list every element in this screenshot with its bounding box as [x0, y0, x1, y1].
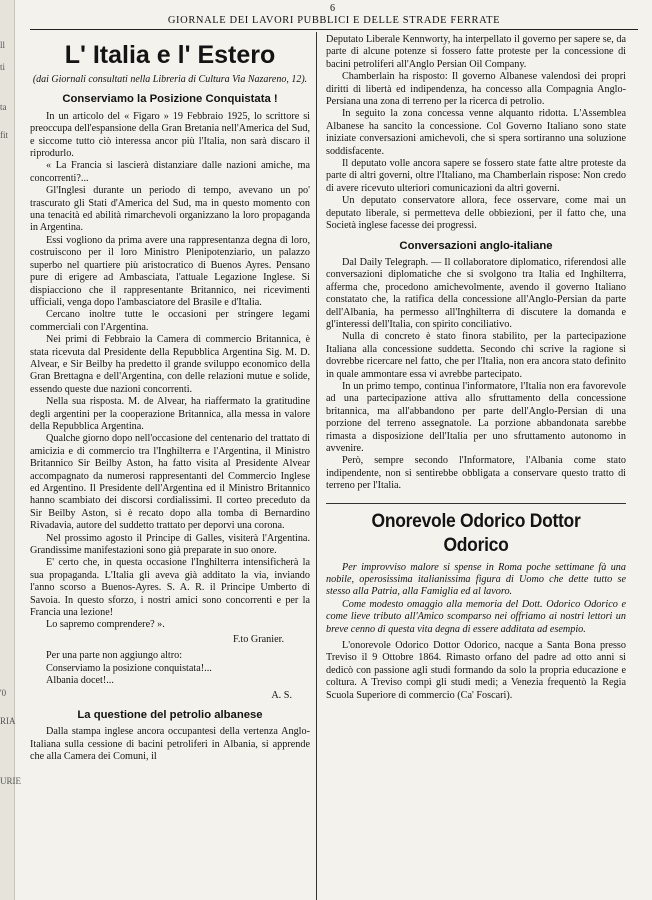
paragraph: E' certo che, in questa occasione l'Inghilterra intensificherà la sua propaganda. L'Italia gli aveva già additato la via, inviando l'anno scorso a Buenos-Ayres. S. A. R. il Principe Umberto di Savoia. In questo sforzo, i nostri amici sono concorrenti e per la Francia una lezione! [30, 557, 310, 619]
paragraph: Un deputato conservatore allora, fece osservare, come mai un deputato liberale, si permetteva delle obbiezioni, per il fatto che, una Società inglese facesse dei progressi. [326, 195, 626, 232]
paragraph: Qualche giorno dopo nell'occasione del centenario del trattato di amicizia e di commercio tra l'Inghilterra e l'Argentina, il Ministro Britannico Sir Beilby Aston, ha fatto visita al Presidente Alvear accompagnato da numerosi rappresentanti del Commercio Inglese ed Argentino. Il Presidente dell'Argentina ed il Ministro Britannico hanno scambiato dei discorsi cordialissimi. Il corteo preceduto da Sir Beilby Aston, si è recato dopo alla tomba di Bernardino Rivadavia, autore del suddetto trattato per deporvi una corona. [30, 433, 310, 532]
closing-line: Per una parte non aggiungo altro: [46, 650, 183, 662]
signature: F.to Granier. [233, 633, 284, 645]
paragraph: Dalla stampa inglese ancora occupantesi della vertenza Anglo-Italiana sulla cessione di bacini petroliferi in Albania, si apprende che alla Camera dei Comuni, il [30, 726, 310, 763]
closing-lines [30, 650, 310, 687]
paragraph: Però, sempre secondo l'Informatore, l'Albania come stato indipendente, non si sentirebbe obbligata a conservare questo tratto di terreno per l'Italia. [326, 455, 626, 492]
paragraph: Chamberlain ha risposto: Il governo Albanese valendosi dei propri diritti di libertà ed indipendenza, ha concesso alla Compagnia Anglo-Persiana una zona di terreno per la ricerca di petrolio. [326, 71, 626, 108]
edge-fragment: URIE [0, 776, 21, 786]
paragraph: Cercano inoltre tutte le occasioni per stringere legami commerciali con l'Argentina. [30, 309, 310, 333]
edge-fragment: '0 [0, 688, 7, 698]
paragraph: In seguito la zona concessa venne alquanto ridotta. L'Assemblea Albanese ha sancito la concessione. Col Governo Italiano sono state iniziate conversazioni amichevoli, che si spera sortiranno una soluzione soddisfacente. [326, 108, 626, 157]
article-title: L' Italia e l' Estero [64, 41, 276, 69]
obituary-title: Onorevole Odorico Dottor Odorico [371, 510, 581, 556]
page-mark: 6 [330, 3, 335, 14]
obituary-intro: Per improvviso malore si spense in Roma poche settimane fà una nobile, operosissima italianissima figura di Uomo che dette tutto se stesso alla Patria, alla Famiglia ed al lavoro. [326, 561, 626, 598]
paragraph: Nulla di concreto è stato finora stabilito, per la partecipazione Italiana alla concessione suddetta. Secondo chi scrive la ragione si dovrebbe ricercare nel fatto, che per l'Italia, non era ancora stato definito in quale ammontare essa vi avrebbe partecipato. [326, 331, 626, 380]
edge-fragment: ti [0, 62, 6, 72]
paragraph: Il deputato volle ancora sapere se fossero state fatte altre proteste da parte di altri governi, oltre l'Italiano, ma Chamberlain rispose: Non credo di avere ricevuto ulteriori comunicazioni da altri governi. [326, 158, 626, 194]
section-title: La questione del petrolio albanese [77, 708, 263, 721]
column-divider [316, 32, 317, 900]
edge-fragment: ta [0, 102, 7, 112]
obituary-paragraph: L'onorevole Odorico Dottor Odorico, nacque a Santa Bona presso Treviso il 9 Ottobre 1864. Rimasto orfano del padre ad otto anni si dedicò con passione agli studi formando da solo la propria educazione e coltura. A Treviso compì gli studi medi; a Venezia frequentò la Regia Scuola Superiore di commercio (Ca' Foscari). [326, 640, 626, 701]
paragraph: « La Francia si lascierà distanziare dalle nazioni amiche, ma concorrenti?... [30, 160, 310, 184]
edge-fragment: fit [0, 130, 8, 140]
paragraph: Essi vogliono da prima avere una rappresentanza degna di loro, costruiscono per il loro Ministro Plenipotenziario, un palazzo superbo nel quartiere più aristocratico di Buenos Ayres. Pensano pure di erigere ad Ambasciata, l'attuale Legazione Inglese. Si dispiacciono che il rappresentante Britannico, nei ricevimenti ufficiali, venga dopo l'ambasciatore del Brasile e d'Italia. [30, 234, 310, 308]
obituary [326, 503, 626, 702]
article-sources: (dai Giornali consultati nella Libreria di Cultura Via Nazareno, 12). [32, 74, 308, 85]
edge-fragment: RIA [0, 716, 16, 726]
journal-title: GIORNALE DEI LAVORI PUBBLICI E DELLE STRADE FERRATE [167, 15, 501, 26]
paragraph: Nella sua risposta. M. de Alvear, ha riaffermato la gratitudine degli argentini per la cooperazione Britannica, alla messa in valore della Repubblica Argentina. [30, 396, 310, 432]
paragraph: Nel prossimo agosto il Principe di Galles, visiterà l'Argentina. Grandissime manifestazioni sono già preparate in suo onore. [30, 532, 310, 557]
left-column [30, 34, 310, 764]
right-column [326, 34, 626, 708]
paragraph: Dal Daily Telegraph. — Il collaboratore diplomatico, riferendosi alle conversazioni diplomatiche che si svolgono tra Italia ed Inghilterra, afferma che, procedono amichevolmente, avendo il governo Italiano constatato che, la ratifica della concessione all'Anglo-Persian da parte dell'Albania, ha permesso all'Inghilterra di discutere la domanda e gl'interessi dell'Italia, con spirito conciliativo. [326, 256, 626, 330]
paragraph: Deputato Liberale Kennworty, ha interpellato il governo per sapere se, da parte di alcune potenze si fossero fatte proteste per la concessione di bacini petroliferi all'Anglo Persian Oil Company. [326, 34, 626, 70]
paragraph: In un primo tempo, continua l'informatore, l'Italia non era favorevole ad una partecipazione attiva allo sfruttamento della concessione britannica, ma all'abbandono per parte dell'Anglo-Persian di una porzione del terreno assegnatole. La porzione abbandonata sarebbe rimasta a disposizione dell'Italia per uno sfruttamento autonomo in avvenire. [326, 380, 626, 454]
closing-line: Conserviamo la posizione conquistata!... [46, 662, 212, 674]
paragraph: Gl'Inglesi durante un periodo di tempo, avevano un po' trascurato gli Stati d'America del Sud, ma in questo momento con una tenacità ed abilità rimarchevoli organizzano la loro propaganda in Argentina. [30, 185, 310, 234]
section-title: Conserviamo la Posizione Conquistata ! [62, 93, 278, 106]
page-header [30, 3, 638, 30]
section-title: Conversazioni anglo-italiane [399, 239, 553, 252]
closing-line: Albania docet!... [46, 675, 114, 687]
paragraph: In un articolo del « Figaro » 19 Febbraio 1925, lo scrittore si preoccupa dell'espansione della Gran Bretania nell'America del Sud, e siccome tutto ciò interessa ancor più l'Italia, non sarà discaro il riprodurlo. [30, 110, 310, 160]
paragraph: Nei primi di Febbraio la Camera di commercio Britannica, è stata ricevuta dal Presidente della Repubblica Argentina Sig. M. D. Alvear, e Sir Beilby ha predetto il grande sviluppo economico della Gran Brettagna e dell'Argentina, con delle relazioni mutue e solide, essendo queste due nazioni concorrenti. [30, 334, 310, 395]
edge-fragment: ll [0, 40, 6, 50]
left-page-edge [0, 0, 21, 900]
initials: A. S. [271, 689, 292, 701]
paragraph: Lo sapremo comprendere? ». [46, 619, 165, 631]
obituary-intro: Come modesto omaggio alla memoria del Dott. Odorico Odorico e come lieve tributo all'Amico scomparso nei offriamo ai nostri lettori un breve cenno di questa vita degna di essere additata ad esempio. [326, 598, 626, 635]
